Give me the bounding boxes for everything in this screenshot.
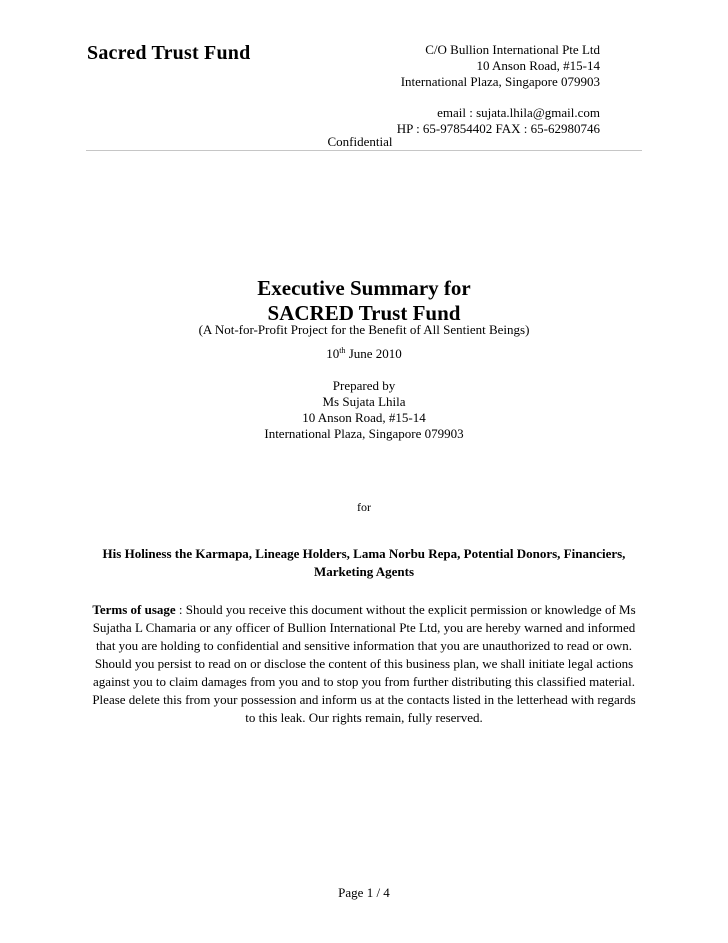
address-line: International Plaza, Singapore 079903	[400, 74, 600, 89]
terms-of-usage	[86, 601, 642, 727]
terms-line: to this leak. Our rights remain, fully reserved.	[245, 710, 483, 725]
classification-label: Confidential	[327, 134, 393, 149]
contact-email: email : sujata.lhila@gmail.com	[437, 105, 600, 120]
terms-line: Please delete this from your possession and inform us at the contacts listed in the letterhead with regards	[92, 692, 636, 707]
prepared-by-block	[0, 378, 728, 442]
document-title	[0, 276, 728, 326]
document-date	[0, 346, 728, 362]
title-line: Executive Summary for	[257, 276, 471, 300]
date-suffix: th	[339, 346, 346, 355]
terms-line: Should you persist to read on or disclose the content of this business plan, we shall initiate legal actions	[94, 656, 634, 671]
header-divider	[86, 150, 642, 151]
terms-label: Terms of usage	[92, 602, 176, 617]
document-subtitle: (A Not-for-Profit Project for the Benefit of All Sentient Beings)	[198, 322, 530, 337]
audience-line: Marketing Agents	[313, 564, 415, 579]
brand-name: Sacred Trust Fund	[87, 42, 251, 64]
preparer-address: 10 Anson Road, #15-14	[302, 410, 426, 425]
audience-block	[86, 545, 642, 581]
preparer-address: International Plaza, Singapore 079903	[264, 426, 464, 441]
date-month-year: June 2010	[345, 346, 402, 361]
address-line: C/O Bullion International Pte Ltd	[425, 42, 600, 57]
prepared-label: Prepared by	[332, 378, 396, 393]
terms-line: Sujatha L Chamaria or any officer of Bullion International Pte Ltd, you are hereby warned and informed	[92, 620, 636, 635]
terms-line: that you are holding to confidential and sensitive information that you are unauthorized to read or own.	[95, 638, 633, 653]
letterhead-address	[300, 42, 600, 137]
preparer-name: Ms Sujata Lhila	[322, 394, 406, 409]
title-line: SACRED Trust Fund	[267, 301, 461, 325]
page-number: Page 1 / 4	[338, 885, 390, 900]
date-day: 10	[326, 346, 340, 361]
for-label: for	[357, 500, 371, 514]
terms-line: against you to claim damages from you and to stop you from further distributing this classified material.	[93, 674, 635, 689]
audience-line: His Holiness the Karmapa, Lineage Holders, Lama Norbu Repa, Potential Donors, Financiers,	[102, 546, 626, 561]
terms-line: : Should you receive this document without the explicit permission or knowledge of Ms	[175, 602, 636, 617]
address-line: 10 Anson Road, #15-14	[476, 58, 600, 73]
contact-phone-fax: HP : 65-97854402 FAX : 65-62980746	[396, 121, 600, 136]
